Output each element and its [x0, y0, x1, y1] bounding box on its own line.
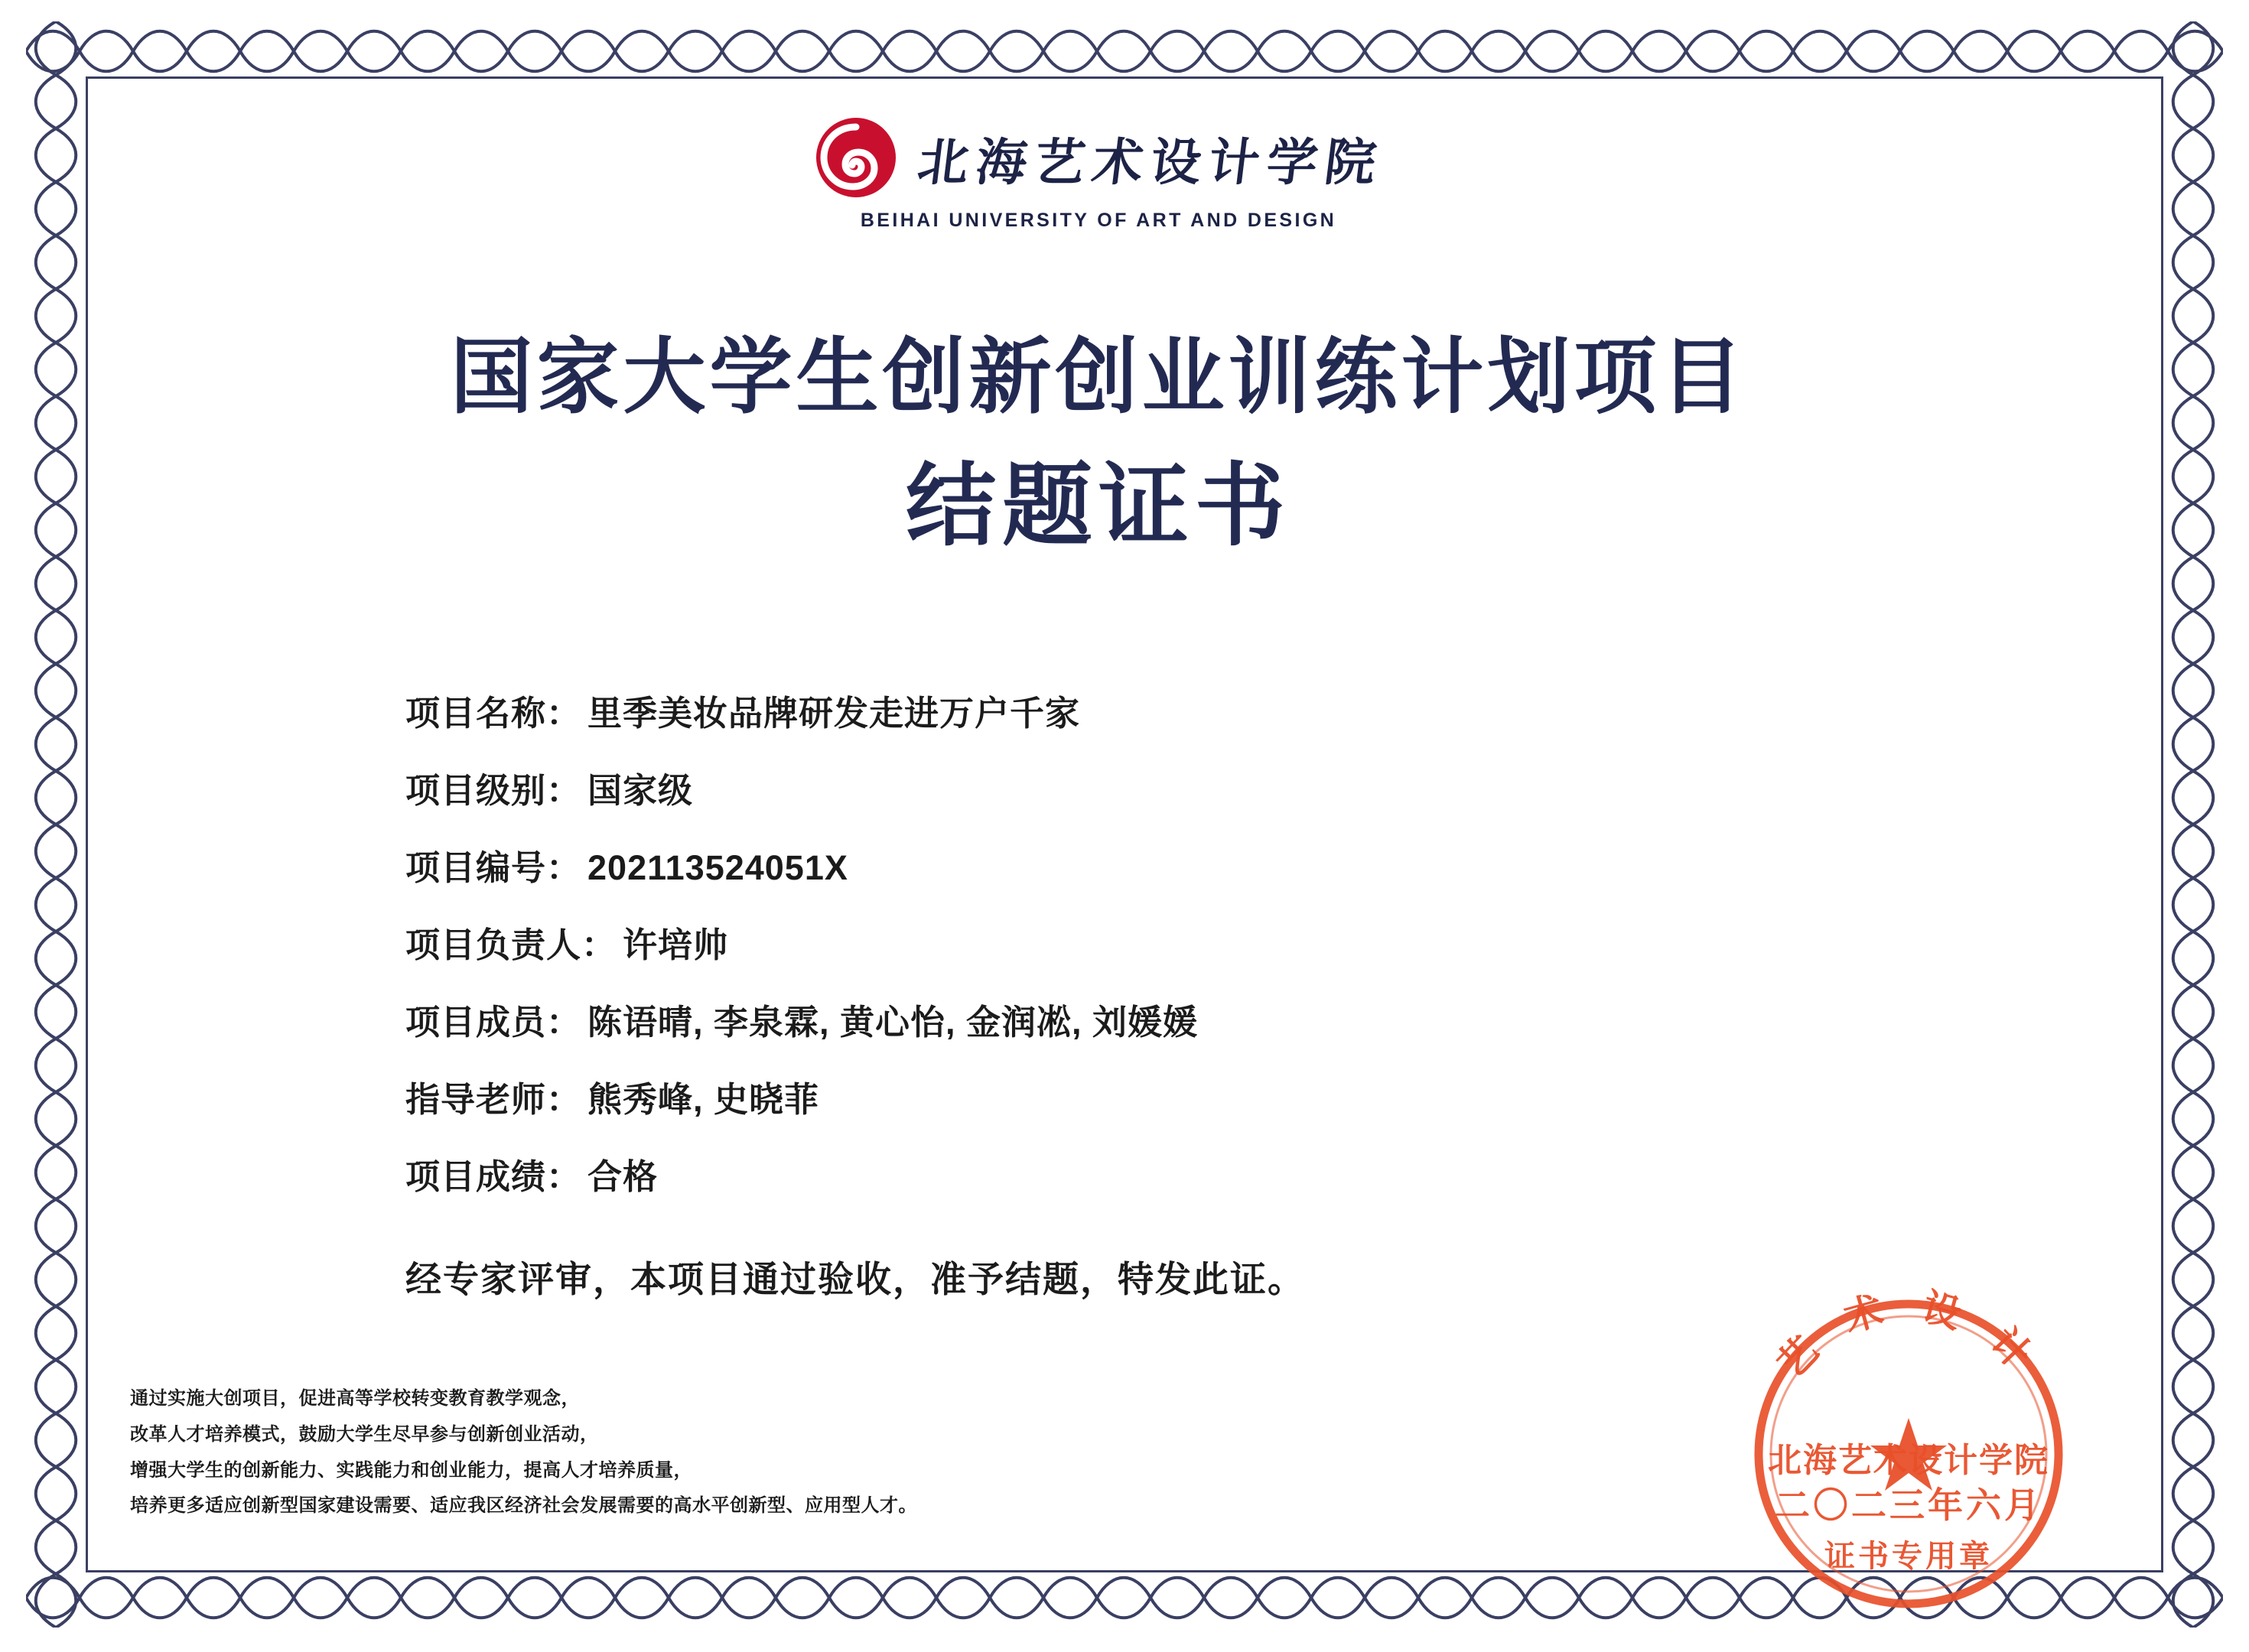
- footnote-block: [130, 1381, 1201, 1524]
- field-advisors: [405, 1072, 1974, 1121]
- svg-text:证书专用章: 证书专用章: [1824, 1539, 1993, 1573]
- field-project-leader: [405, 917, 1974, 967]
- institution-logo-block: [84, 115, 2113, 232]
- field-value: 陈语晴, 李泉霖, 黄心怡, 金润凇, 刘媛媛: [587, 1003, 1199, 1042]
- field-label: 项目名称：: [405, 694, 582, 733]
- certificate-fields: [405, 685, 1974, 1226]
- institution-name-cn: 北海艺术设计学院: [914, 135, 1387, 191]
- border-braid-right: [2163, 21, 2223, 1628]
- footnote-line-4: 培养更多适应创新型国家建设需要、适应我区经济社会发展需要的高水平创新型、应用型人才。: [130, 1496, 917, 1517]
- field-label: 项目负责人：: [405, 925, 617, 964]
- field-value: 国家级: [587, 771, 694, 810]
- field-label: 指导老师：: [405, 1080, 582, 1119]
- field-label: 项目级别：: [405, 771, 582, 810]
- field-label: 项目成员：: [405, 1003, 582, 1042]
- svg-text:二〇二三年六月: 二〇二三年六月: [1775, 1486, 2042, 1525]
- footnote-line-3: 增强大学生的创新能力、实践能力和创业能力，提高人才培养质量，: [130, 1460, 692, 1481]
- border-braid-left: [26, 21, 86, 1628]
- svg-text:北海艺术设计学院: 北海艺术设计学院: [1768, 1442, 2049, 1479]
- field-project-name: [405, 685, 1974, 735]
- footnote-line-2: 改革人才培养模式，鼓励大学生尽早参与创新创业活动，: [130, 1424, 599, 1445]
- field-value: 熊秀峰, 史晓菲: [587, 1080, 820, 1119]
- certificate-title-line1: 国家大学生创新创业训练计划项目: [450, 333, 1747, 424]
- certificate-statement: 经专家评审，本项目通过验收，准予结题，特发此证。: [405, 1259, 1305, 1299]
- field-value: 里季美妆品牌研发走进万户千家: [587, 694, 1081, 733]
- certificate-content: [84, 73, 2113, 1573]
- field-value: 合格: [587, 1157, 659, 1196]
- border-braid-top: [26, 21, 2223, 81]
- field-project-number: [405, 840, 1974, 889]
- footnote-line-1: 通过实施大创项目，促进高等学校转变教育教学观念，: [130, 1389, 580, 1409]
- field-value: 许培帅: [623, 925, 729, 964]
- field-label: 项目成绩：: [405, 1157, 582, 1196]
- field-label: 项目编号：: [405, 848, 582, 887]
- field-project-grade: [405, 1149, 1974, 1198]
- field-project-level: [405, 763, 1974, 812]
- official-seal: [1729, 1274, 2088, 1634]
- field-project-members: [405, 994, 1974, 1044]
- svg-text:艺 术 设 计: 艺 术 设 计: [1769, 1285, 2049, 1386]
- institution-name-en: BEIHAI UNIVERSITY OF ART AND DESIGN: [860, 210, 1337, 231]
- certificate-title-line2: 结题证书: [905, 457, 1291, 557]
- field-value: 202113524051X: [587, 848, 848, 887]
- spiral-wave-logo-icon: [813, 115, 899, 200]
